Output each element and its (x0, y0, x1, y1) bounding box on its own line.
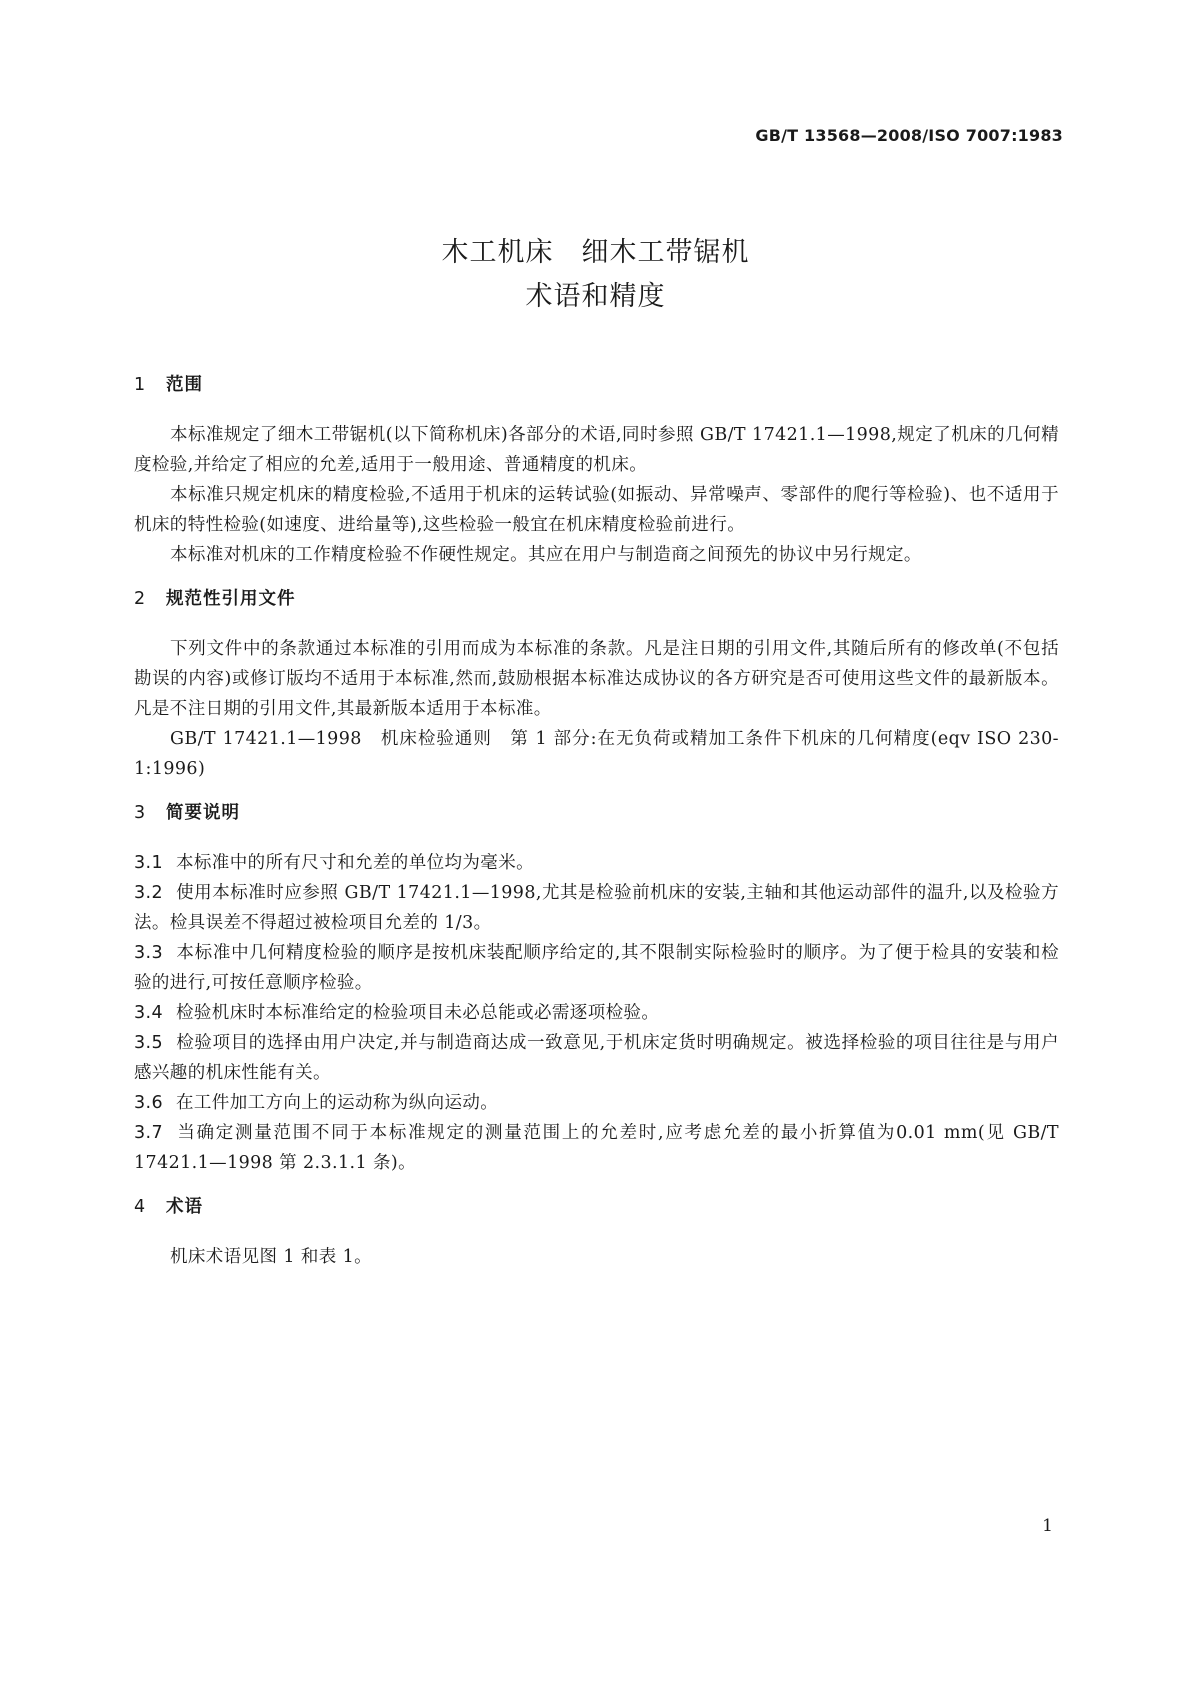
section-number: 3 (134, 803, 146, 823)
paragraph: 本标准规定了细木工带锯机(以下简称机床)各部分的术语,同时参照 GB/T 17421.1—1998,规定了机床的几何精度检验,并给定了相应的允差,适用于一般用途、普通精度的机床。 (134, 425, 1059, 475)
clause-text: 在工件加工方向上的运动称为纵向运动。 (176, 1093, 499, 1113)
standard-number: GB/T 13568—2008/ISO 7007:1983 (755, 126, 1063, 145)
reference-entry: GB/T 17421.1—1998 机床检验通则 第 1 部分:在无负荷或精加工条件下机床的几何精度(eqv ISO 230-1:1996) (134, 729, 1059, 779)
section-number: 4 (134, 1197, 146, 1217)
section-brief-notes (134, 798, 1059, 1178)
clause (134, 1028, 1059, 1088)
clause-text: 本标准中的所有尺寸和允差的单位均为毫米。 (176, 853, 534, 873)
paragraph: 下列文件中的条款通过本标准的引用而成为本标准的条款。凡是注日期的引用文件,其随后所有的修改单(不包括勘误的内容)或修订版均不适用于本标准,然而,鼓励根据本标准达成协议的各方研究是否可使用这些文件的最新版本。凡是不注日期的引用文件,其最新版本适用于本标准。 (134, 639, 1059, 719)
section-number: 2 (134, 589, 146, 609)
title-line-1: 木工机床 细木工带锯机 (441, 237, 750, 268)
clause (134, 1088, 1059, 1118)
paragraph: 机床术语见图 1 和表 1。 (170, 1247, 373, 1267)
section-normative-references (134, 584, 1059, 784)
clause-number: 3.3 (134, 943, 164, 963)
clause-text: 本标准中几何精度检验的顺序是按机床装配顺序给定的,其不限制实际检验时的顺序。为了便于检具的安装和检验的进行,可按任意顺序检验。 (134, 943, 1059, 993)
title-line-2: 术语和精度 (525, 281, 666, 312)
section-number: 1 (134, 375, 146, 395)
clause-text: 检验项目的选择由用户决定,并与制造商达成一致意见,于机床定货时明确规定。被选择检验的项目往往是与用户感兴趣的机床性能有关。 (134, 1033, 1059, 1083)
clause-number: 3.6 (134, 1093, 164, 1113)
clause-number: 3.4 (134, 1003, 164, 1023)
section-heading (134, 584, 1059, 614)
section-title: 范围 (166, 375, 203, 395)
clause-number: 3.2 (134, 883, 164, 903)
section-scope (134, 370, 1059, 570)
document-body (134, 370, 1059, 1272)
section-title: 简要说明 (166, 803, 240, 823)
section-heading (134, 798, 1059, 828)
paragraph: 本标准只规定机床的精度检验,不适用于机床的运转试验(如振动、异常噪声、零部件的爬行等检验)、也不适用于机床的特性检验(如速度、进给量等),这些检验一般宜在机床精度检验前进行。 (134, 485, 1059, 535)
clause-text: 使用本标准时应参照 GB/T 17421.1—1998,尤其是检验前机床的安装,主轴和其他运动部件的温升,以及检验方法。检具误差不得超过被检项目允差的 1/3。 (134, 883, 1059, 933)
section-heading (134, 1192, 1059, 1222)
clause (134, 848, 1059, 878)
page-number: 1 (1042, 1516, 1053, 1536)
section-terminology (134, 1192, 1059, 1272)
clause (134, 938, 1059, 998)
clause (134, 1118, 1059, 1178)
section-title: 术语 (166, 1197, 203, 1217)
clause-text: 当确定测量范围不同于本标准规定的测量范围上的允差时,应考虑允差的最小折算值为0.01 mm(见 GB/T 17421.1—1998 第 2.3.1.1 条)。 (134, 1123, 1059, 1173)
paragraph: 本标准对机床的工作精度检验不作硬性规定。其应在用户与制造商之间预先的协议中另行规定。 (170, 545, 922, 565)
clause-number: 3.5 (134, 1033, 164, 1053)
section-heading (134, 370, 1059, 400)
clause-number: 3.1 (134, 853, 164, 873)
clause (134, 878, 1059, 938)
clause (134, 998, 1059, 1028)
clause-text: 检验机床时本标准给定的检验项目未必总能或必需逐项检验。 (176, 1003, 660, 1023)
clause-number: 3.7 (134, 1123, 164, 1143)
section-title: 规范性引用文件 (166, 589, 296, 609)
